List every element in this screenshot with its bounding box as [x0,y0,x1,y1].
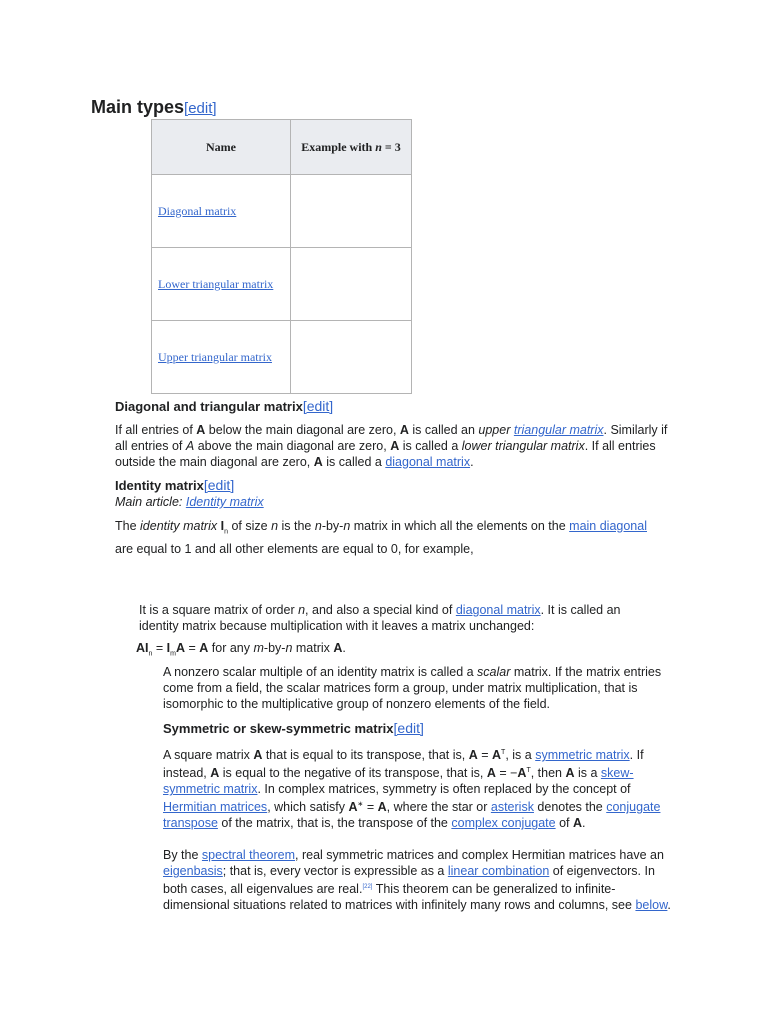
main-diagonal-link[interactable]: main diagonal [569,519,647,533]
conjugate-transpose-link[interactable]: conjugate transpose [163,800,661,831]
paragraph-spectral: By the spectral theorem, real symmetric matrices and complex Hermitian matrices have an eigenbasis; that is, every vector is expressible as a linear combination of eigenvectors. In both cases, all eigenvalues are real.[22] This theorem can be generalized to infinite-dimensional situations related to matrices with infinitely many rows and columns, see below. [163,848,671,913]
edit-link[interactable]: [edit] [393,720,424,736]
heading-text: Main types [91,97,185,117]
table-cell-name [152,321,291,394]
table-cell-example [291,321,412,394]
diagonal-matrix-link[interactable]: diagonal matrix [385,455,471,469]
table-row [152,175,412,248]
table-row [152,248,412,321]
column-header-example: Example with n = 3 [291,120,412,175]
diagonal-matrix-link[interactable]: diagonal matrix [455,603,541,617]
linear-combination-link[interactable]: linear combination [447,864,550,878]
triangular-matrix-link[interactable]: triangular matrix [513,423,604,437]
diagonal-matrix-link[interactable]: Diagonal matrix [158,203,237,218]
symmetric-matrix-link[interactable]: symmetric matrix [535,748,630,763]
below-link[interactable]: below [635,898,668,913]
spectral-theorem-link[interactable]: spectral theorem [201,848,296,862]
eigenbasis-link[interactable]: eigenbasis [163,864,223,878]
asterisk-link[interactable]: asterisk [490,800,534,815]
section-heading-diagonal-triangular: Diagonal and triangular matrix[edit] [115,398,334,414]
edit-link[interactable]: [edit] [203,477,235,493]
table-cell-name [152,248,291,321]
section-heading-identity: Identity matrix[edit] [115,477,235,493]
identity-matrix-link[interactable]: Identity matrix [185,495,264,509]
complex-conjugate-link[interactable]: complex conjugate [451,816,556,831]
table-cell-example [291,248,412,321]
edit-link[interactable]: [edit] [302,398,334,414]
paragraph-identity: The identity matrix $I_n$ of size n is the n-by-n matrix in which all the elements on the main diagonal are equal to 1 and all other elements are equal to 0, for example, [115,519,647,556]
reference-22[interactable]: [22] [362,884,373,890]
skew-symmetric-matrix-link[interactable]: skew-symmetric matrix [163,766,634,797]
matrix-types-table [151,119,412,394]
upper-triangular-matrix-link[interactable]: Upper triangular matrix [158,349,272,364]
table-cell-example [291,175,412,248]
table-header-row [152,120,412,175]
hermitian-matrices-link[interactable]: Hermitian matrices [163,800,268,815]
table-row [152,321,412,394]
paragraph-identity-order: It is a square matrix of order n, and also a special kind of diagonal matrix. It is called an identity matrix because multiplication with it leaves a matrix unchanged: [139,603,621,633]
section-heading-main-types [91,97,217,118]
edit-link[interactable]: [edit] [184,100,217,117]
lower-triangular-matrix-link[interactable]: Lower triangular matrix [158,276,274,291]
paragraph-symmetric: A square matrix A that is equal to its transpose, that is, $A = A^T$, is a symmetric matrix. If instead, A is equal to the negative of its transpose, that is, $A = -A^T$, then A is a skew-symmetric matrix. In complex matrices, symmetry is often replaced by the concept of Hermitian matrices, which satisfy A∗ = A, where the star or asterisk denotes the conjugate transpose of the matrix, that is, the transpose of the complex conjugate of A. [163,748,661,831]
table-cell-name [152,175,291,248]
section-heading-symmetric: Symmetric or skew-symmetric matrix[edit] [163,720,424,736]
column-header-name: Name [152,120,291,175]
hatnote: Main article: Identity matrix [115,495,264,509]
paragraph-diagonal-triangular: If all entries of A below the main diagonal are zero, A is called an upper triangular matrix. Similarly if all entries of A above the main diagonal are zero, A is called a lower triangular matrix. If all entries outside the main diagonal are zero, A is called a diagonal matrix. [115,423,668,469]
paragraph-scalar: A nonzero scalar multiple of an identity matrix is called a scalar matrix. If the matrix entries come from a field, the scalar matrices form a group, under matrix multiplication, that is isomorphic to the multiplicative group of nonzero elements of the field. [163,665,662,711]
identity-equation: $AI_n = I_mA = A$ for any m-by-n matrix A. [136,641,346,658]
